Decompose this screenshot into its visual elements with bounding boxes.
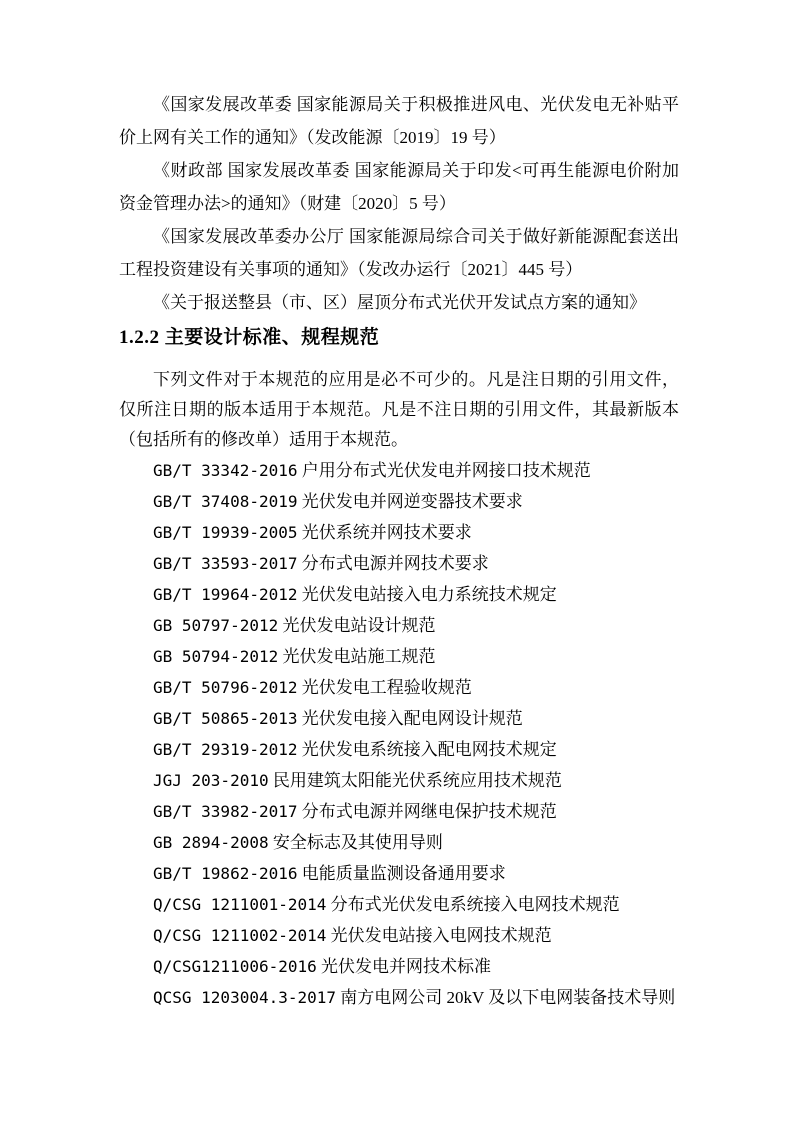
standard-code: GB 50797-2012 <box>153 616 279 635</box>
standard-code: GB 50794-2012 <box>153 647 279 666</box>
standard-title: 光伏发电站接入电网技术规范 <box>330 926 552 945</box>
standard-code: GB/T 29319-2012 <box>153 740 298 759</box>
standard-title: 分布式光伏发电系统接入电网技术规范 <box>330 895 620 914</box>
standard-title: 光伏发电工程验收规范 <box>301 678 472 697</box>
standard-title: 光伏系统并网技术要求 <box>301 523 472 542</box>
standard-item <box>119 672 679 703</box>
standard-title: 民用建筑太阳能光伏系统应用技术规范 <box>272 771 562 790</box>
policy-notice-paragraph: 《财政部 国家发展改革委 国家能源局关于印发<可再生能源电价附加资金管理办法>的通知》（财建〔2020〕5 号） <box>119 161 679 213</box>
standard-title: 电能质量监测设备通用要求 <box>301 864 506 883</box>
standard-item <box>119 548 679 579</box>
standard-code: GB/T 37408-2019 <box>153 492 298 511</box>
standard-code: JGJ 203-2010 <box>153 771 269 790</box>
section-heading: 1.2.2 主要设计标准、规程规范 <box>119 327 380 348</box>
standard-item <box>119 827 679 858</box>
standard-title: 光伏发电并网逆变器技术要求 <box>301 492 523 511</box>
policy-notice-paragraph: 《关于报送整县（市、区）屋顶分布式光伏开发试点方案的通知》 <box>153 293 646 312</box>
standard-item <box>119 703 679 734</box>
standard-item <box>119 579 679 610</box>
standard-item <box>119 486 679 517</box>
standard-code: Q/CSG1211006-2016 <box>153 957 317 976</box>
standard-title: 光伏发电系统接入配电网技术规定 <box>301 740 557 759</box>
standard-item <box>119 982 679 1013</box>
standard-title: 光伏发电并网技术标准 <box>321 957 492 976</box>
policy-notice-paragraph: 《国家发展改革委办公厅 国家能源局综合司关于做好新能源配套送出工程投资建设有关事项的通知》（发改办运行〔2021〕445 号） <box>119 227 679 279</box>
standard-title: 分布式电源并网继电保护技术规范 <box>301 802 557 821</box>
standard-code: GB/T 19939-2005 <box>153 523 298 542</box>
standard-title: 安全标志及其使用导则 <box>272 833 443 852</box>
standard-item <box>119 796 679 827</box>
standard-title: 户用分布式光伏发电并网接口技术规范 <box>301 461 591 480</box>
standard-item <box>119 734 679 765</box>
policy-notice-paragraph: 《国家发展改革委 国家能源局关于积极推进风电、光伏发电无补贴平价上网有关工作的通知》（发改能源〔2019〕19 号） <box>119 95 679 147</box>
standard-code: GB/T 50865-2013 <box>153 709 298 728</box>
standard-item <box>119 455 679 486</box>
standards-list <box>119 455 679 1013</box>
standard-item <box>119 858 679 889</box>
standard-code: GB/T 33593-2017 <box>153 554 298 573</box>
standard-item <box>119 951 679 982</box>
standard-title: 南方电网公司 20kV 及以下电网装备技术导则 <box>340 988 676 1007</box>
standard-code: GB/T 33982-2017 <box>153 802 298 821</box>
standard-item <box>119 920 679 951</box>
normative-note-paragraph: 下列文件对于本规范的应用是必不可少的。凡是注日期的引用文件，仅所注日期的版本适用于本规范。凡是不注日期的引用文件，其最新版本（包括所有的修改单）适用于本规范。 <box>119 370 679 449</box>
standard-item <box>119 641 679 672</box>
standard-code: Q/CSG 1211002-2014 <box>153 926 327 945</box>
standard-title: 光伏发电接入配电网设计规范 <box>301 709 523 728</box>
standard-code: GB 2894-2008 <box>153 833 269 852</box>
standard-code: GB/T 19862-2016 <box>153 864 298 883</box>
standard-code: Q/CSG 1211001-2014 <box>153 895 327 914</box>
standard-item <box>119 517 679 548</box>
standard-code: GB/T 33342-2016 <box>153 461 298 480</box>
standard-title: 光伏发电站设计规范 <box>282 616 436 635</box>
standard-item <box>119 889 679 920</box>
standard-title: 光伏发电站接入电力系统技术规定 <box>301 585 557 604</box>
standard-item <box>119 610 679 641</box>
standard-title: 分布式电源并网技术要求 <box>301 554 489 573</box>
standard-code: QCSG 1203004.3-2017 <box>153 988 337 1007</box>
standard-code: GB/T 19964-2012 <box>153 585 298 604</box>
standard-title: 光伏发电站施工规范 <box>282 647 436 666</box>
standard-code: GB/T 50796-2012 <box>153 678 298 697</box>
standard-item <box>119 765 679 796</box>
